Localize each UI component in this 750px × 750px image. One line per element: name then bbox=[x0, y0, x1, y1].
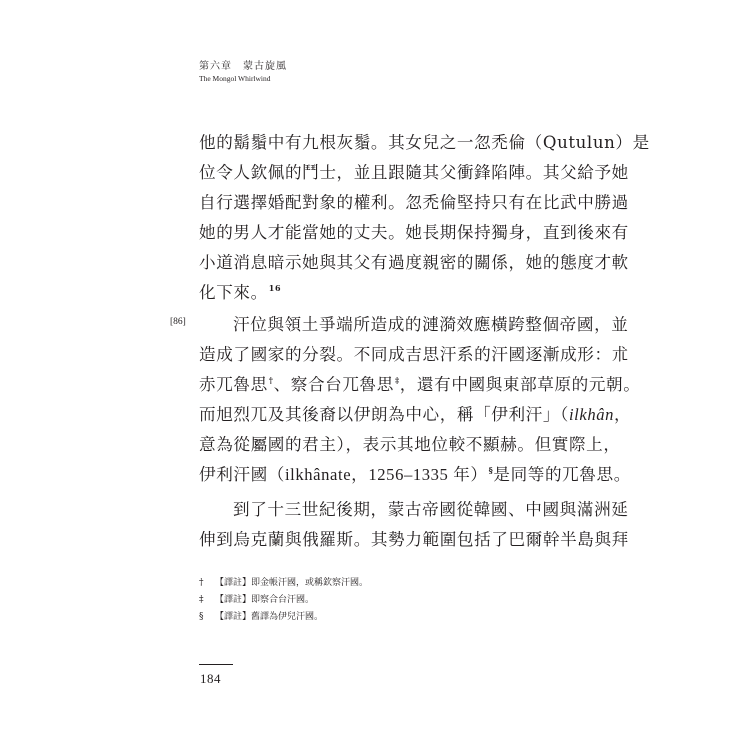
footnote bbox=[199, 609, 368, 626]
text-line bbox=[199, 400, 632, 430]
footnote-marker-dagger: † bbox=[268, 375, 274, 385]
footnote-marker-double-dagger: ‡ bbox=[394, 375, 400, 385]
footnotes bbox=[199, 575, 368, 626]
text-fragment: ，還有中國與東部草原的元朝。 bbox=[399, 375, 641, 394]
text-fragment: ilkhânate，1256–1335 年） bbox=[284, 465, 488, 484]
text-fragment: ， bbox=[614, 405, 632, 424]
text-fragment: 伊利汗國（ bbox=[199, 465, 285, 484]
text-line: 汗位與領土爭端所造成的漣漪效應橫跨整個帝國，並 bbox=[233, 315, 629, 334]
original-page-reference: [86] bbox=[170, 317, 186, 327]
text-line bbox=[199, 460, 631, 490]
chapter-title-english: The Mongol Whirlwind bbox=[199, 74, 271, 83]
text-line: 她的男人才能當她的丈夫。她長期保持獨身，直到後來有 bbox=[199, 223, 629, 242]
footnote-text: 【譯註】即金帳汗國，或稱欽察汗國。 bbox=[215, 578, 369, 588]
text-fragment: 化下來。 bbox=[199, 283, 268, 302]
text-fragment: 赤兀魯思 bbox=[199, 375, 268, 394]
text-line: 小道消息暗示她與其父有過度親密的關係，她的態度才軟 bbox=[199, 253, 629, 272]
footnote-mark: § bbox=[199, 612, 204, 622]
footnote-text: 【譯註】即察合台汗國。 bbox=[215, 595, 315, 605]
text-fragment: 而旭烈兀及其後裔以伊朗為中心，稱「伊利汗」（ bbox=[199, 405, 569, 424]
text-fragment: 、察合台兀魯思 bbox=[273, 375, 394, 394]
footnote-mark: † bbox=[199, 578, 204, 588]
running-header bbox=[199, 62, 287, 83]
text-line: 自行選擇婚配對象的權利。忽禿倫堅持只有在比武中勝過 bbox=[199, 193, 629, 212]
text-line: 造成了國家的分裂。不同成吉思汗系的汗國逐漸成形：朮 bbox=[199, 345, 629, 364]
text-line: 意為從屬國的君主），表示其地位較不顯赫。但實際上， bbox=[199, 435, 621, 454]
page-number-rule bbox=[199, 664, 233, 665]
italic-term: ilkhân bbox=[568, 405, 615, 424]
footnote-text: 【譯註】舊譯為伊兒汗國。 bbox=[215, 612, 324, 622]
text-line bbox=[199, 278, 569, 308]
text-line bbox=[199, 370, 641, 400]
paragraph-khanates bbox=[199, 310, 641, 490]
paragraph-qutulun bbox=[199, 128, 650, 308]
text-line: 伸到烏克蘭與俄羅斯。其勢力範圍包括了巴爾幹半島與拜 bbox=[199, 530, 629, 549]
chapter-title: 第六章 蒙古旋風 bbox=[199, 61, 287, 72]
text-line: 位令人欽佩的鬥士，並且跟隨其父衝鋒陷陣。其父給予她 bbox=[199, 163, 629, 182]
text-line: 到了十三世紀後期，蒙古帝國從韓國、中國與滿洲延 bbox=[233, 500, 629, 519]
text-line: 他的鬍鬚中有九根灰鬚。其女兒之一忽禿倫（Qutulun）是 bbox=[199, 133, 650, 152]
footnote-mark: ‡ bbox=[199, 595, 204, 605]
paragraph-empire-extent bbox=[199, 495, 629, 555]
footnote-marker-section: § bbox=[488, 465, 494, 475]
page-number: 184 bbox=[200, 671, 221, 686]
text-fragment: 是同等的兀魯思。 bbox=[493, 465, 631, 484]
footnote bbox=[199, 575, 368, 592]
endnote-marker: 16 bbox=[268, 283, 282, 293]
footnote bbox=[199, 592, 368, 609]
